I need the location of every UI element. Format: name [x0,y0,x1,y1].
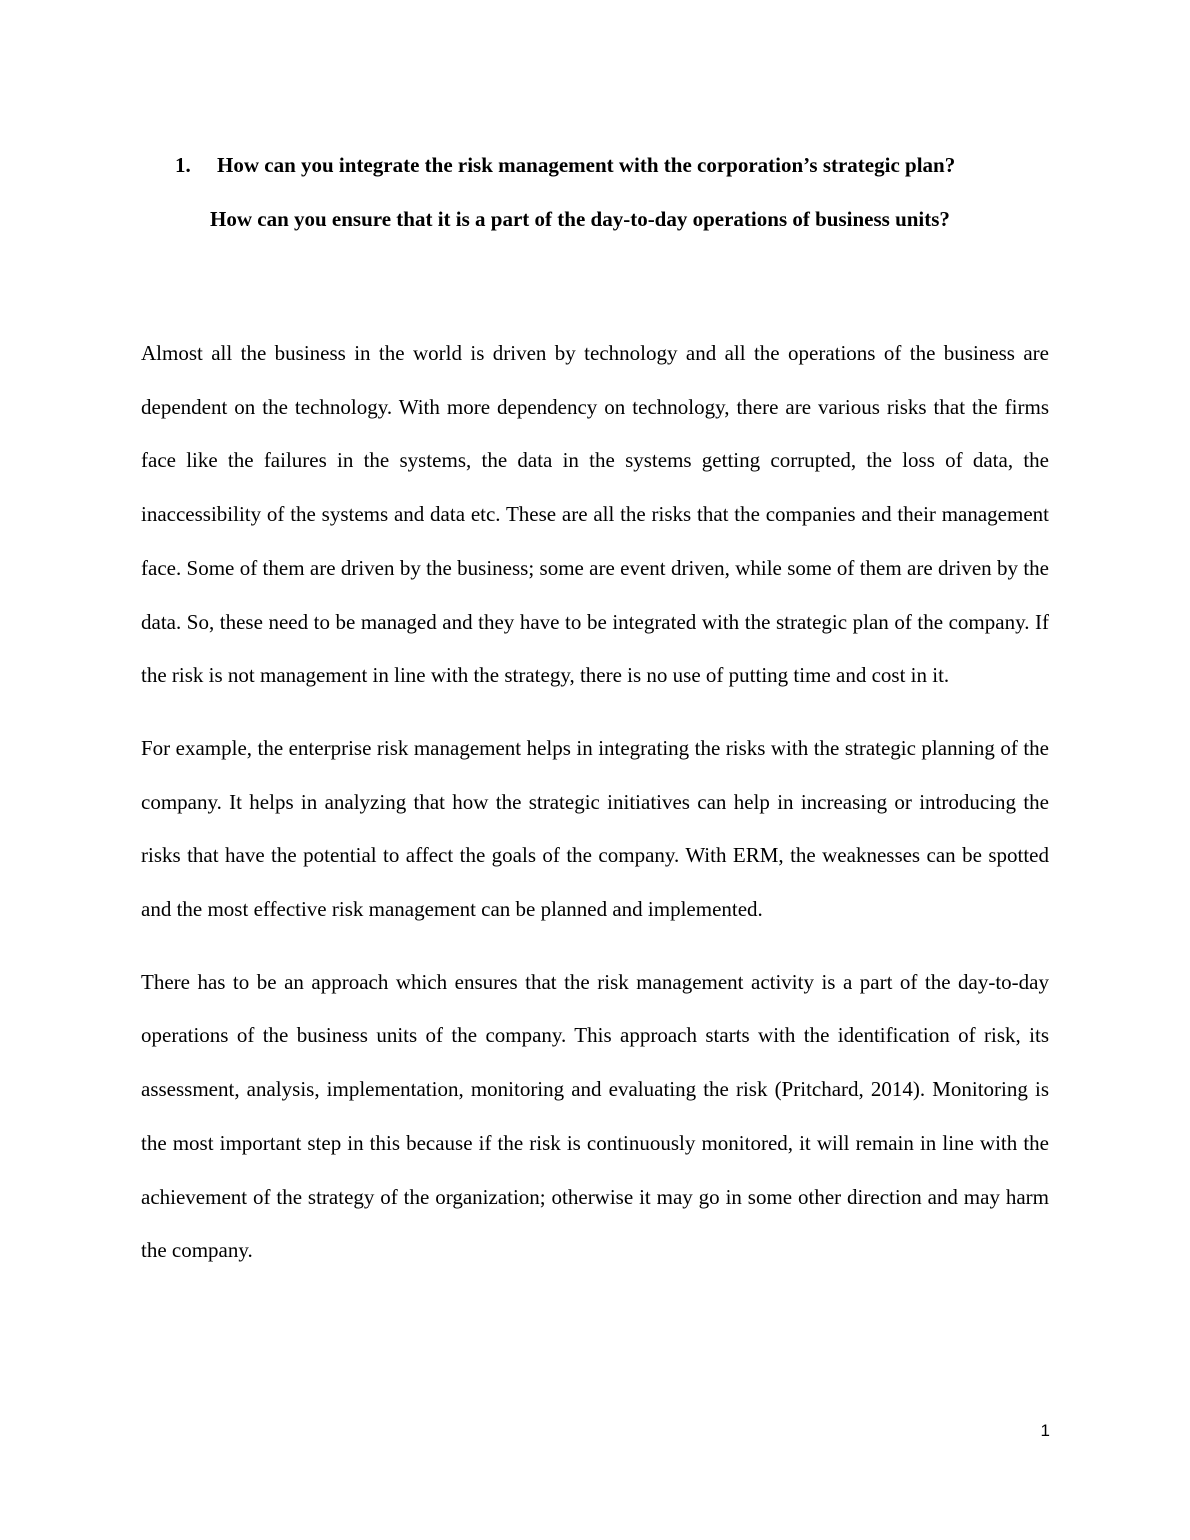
paragraph-day-to-day-approach: There has to be an approach which ensures that the risk management activity is a part of the day-to-day operations of the business units of the company. This approach starts with the identification of risk, its assessment, analysis, implementation, monitoring and evaluating the risk (Pritchard, 2014). Monitoring is the most important step in this because if the risk is continuously monitored, it will remain in line with the achievement of the strategy of the organization; otherwise it may go in some other direction and may harm the company. [141,969,1049,1263]
question-number: 1. [175,153,191,177]
question-text-line-1: How can you integrate the risk management with the corporation’s strategic plan? [217,153,956,177]
body-text [141,327,1049,1297]
page-number: 1 [1040,1421,1050,1440]
question-heading [175,138,1055,246]
paragraph-technology-risks: Almost all the business in the world is driven by technology and all the operations of the business are dependent on the technology. With more dependency on technology, there are various risks that the firms face like the failures in the systems, the data in the systems getting corrupted, the loss of data, the inaccessibility of the systems and data etc. These are all the risks that the companies and their management face. Some of them are driven by the business; some are event driven, while some of them are driven by the data. So, these need to be managed and they have to be integrated with the strategic plan of the company. If the risk is not management in line with the strategy, there is no use of putting time and cost in it. [141,341,1049,688]
question-heading-line-1 [175,138,1055,192]
paragraph-erm-example: For example, the enterprise risk management helps in integrating the risks with the strategic planning of the company. It helps in analyzing that how the strategic initiatives can help in increasing or introducing the risks that have the potential to affect the goals of the company. With ERM, the weaknesses can be spotted and the most effective risk management can be planned and implemented. [141,735,1049,922]
question-text-line-2: How can you ensure that it is a part of the day-to-day operations of business units? [210,207,950,231]
